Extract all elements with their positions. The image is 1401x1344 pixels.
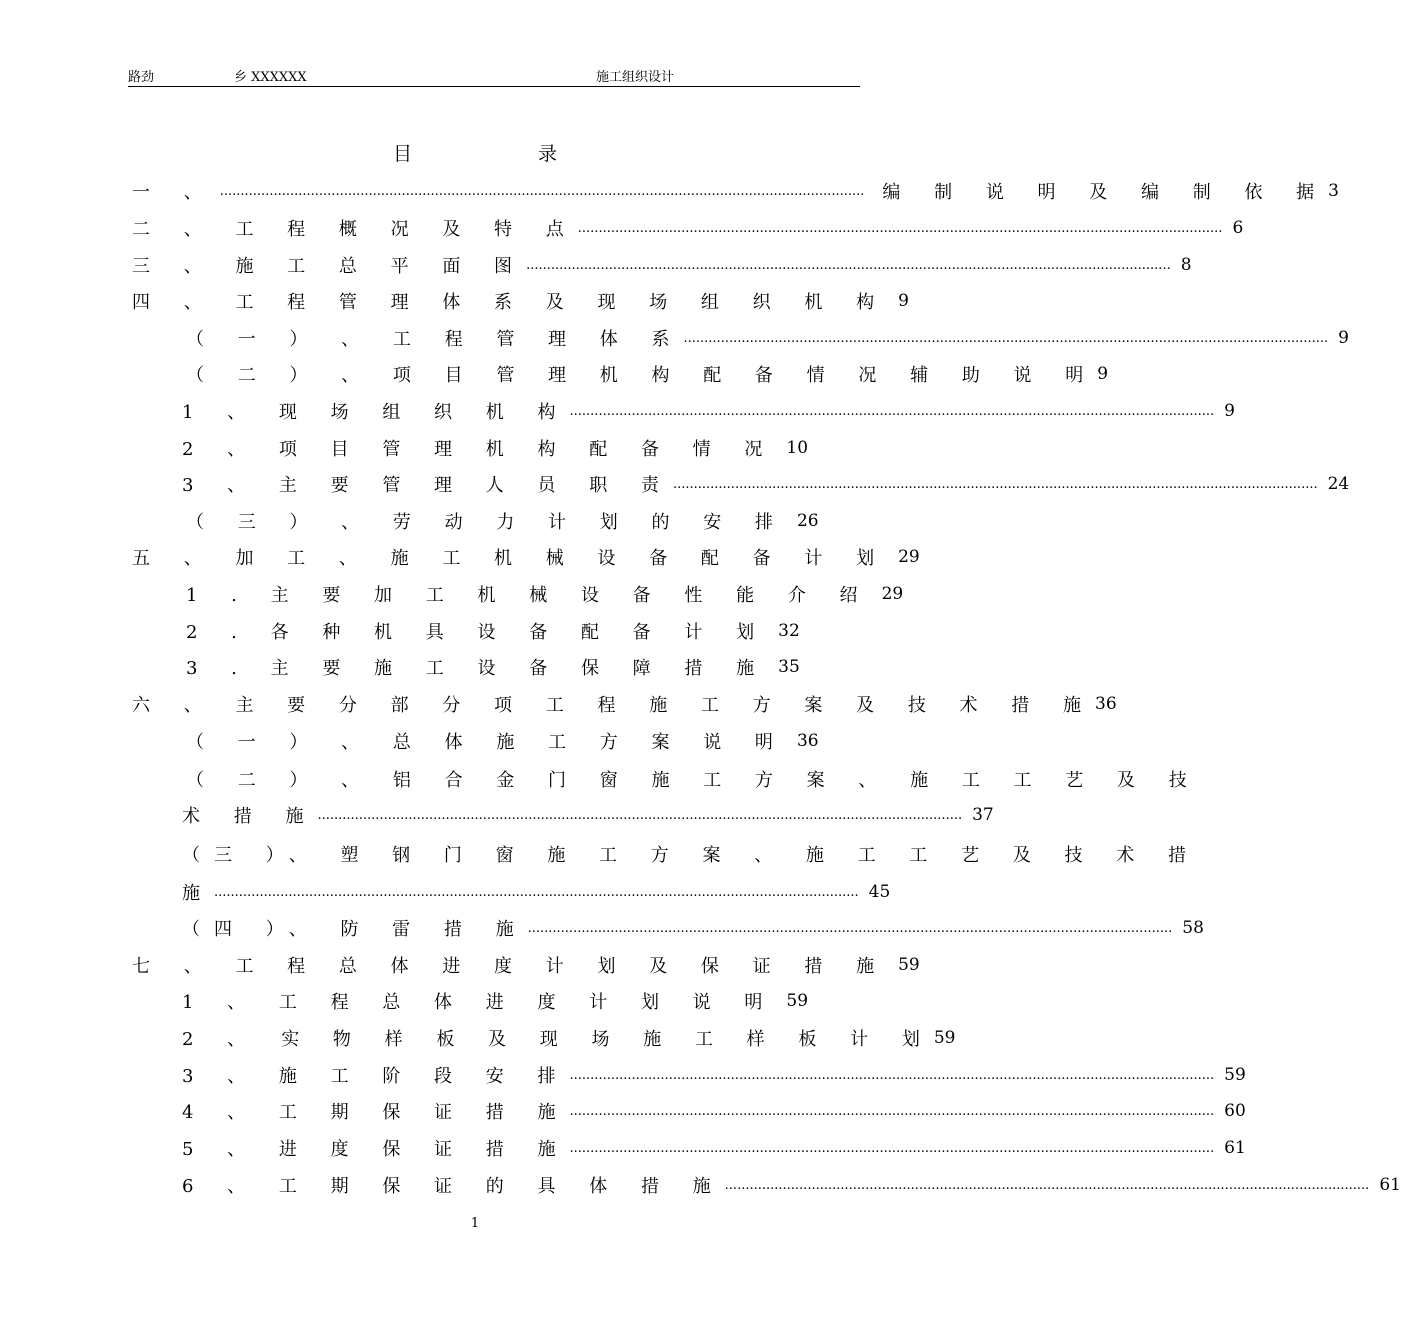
toc-entry-label: （四 ）、 防 雷 措 施	[182, 919, 528, 940]
toc-entry-label: （ 三 ） 、 劳 动 力 计 划 的 安 排	[186, 512, 787, 533]
toc-page-number: 32	[778, 621, 800, 641]
toc-entry-label: 6 、 工 期 保 证 的 具 体 措 施	[182, 1176, 725, 1197]
toc-entry[interactable]	[186, 616, 800, 646]
toc-leader-dots	[214, 885, 859, 900]
toc-page-number: 45	[868, 882, 891, 902]
toc-entry-label: 三 、 施 工 总 平 面 图	[132, 256, 527, 277]
header-left-2: 乡 XXXXXX	[234, 70, 307, 85]
toc-page-number: 3	[1328, 181, 1339, 201]
toc-entry[interactable]	[186, 652, 800, 682]
header-left-1: 路劲	[128, 70, 155, 85]
toc-page-number: 60	[1224, 1101, 1246, 1121]
toc-entry[interactable]	[182, 396, 1235, 426]
toc-leader-dots	[725, 1178, 1370, 1193]
toc-entry-label: 2 . 各 种 机 具 设 备 配 备 计 划	[186, 622, 769, 643]
toc-page-number: 59	[786, 991, 809, 1011]
toc-entry-label: 4 、 工 期 保 证 措 施	[182, 1102, 570, 1123]
toc-page-number: 59	[933, 1028, 956, 1048]
toc-page-number: 6	[1232, 218, 1244, 238]
toc-page-number: 59	[1224, 1065, 1246, 1085]
toc-entry[interactable]	[182, 1096, 1246, 1126]
toc-leader-dots	[673, 477, 1318, 492]
toc-leader-dots	[570, 1068, 1215, 1083]
toc-page-number: 29	[881, 584, 904, 604]
toc-entry-label: 3 . 主 要 施 工 设 备 保 障 措 施	[186, 658, 769, 679]
toc-leader-dots	[684, 331, 1329, 346]
toc-page-number: 9	[1338, 328, 1349, 348]
toc-leader-dots	[578, 221, 1223, 236]
toc-entry[interactable]	[182, 433, 809, 463]
toc-entry-label: 1 、 现 场 组 织 机 构	[182, 402, 570, 423]
toc-entry-label: （ 一 ） 、 总 体 施 工 方 案 说 明	[186, 732, 787, 753]
toc-entry[interactable]	[132, 286, 909, 316]
toc-page-number: 9	[898, 291, 909, 311]
toc-entry-label: 术 措 施	[182, 806, 318, 827]
toc-entry-label: 四 、 工 程 管 理 体 系 及 现 场 组 织 机 构	[132, 292, 889, 313]
toc-page-number: 10	[786, 438, 809, 458]
toc-entry[interactable]	[182, 1170, 1401, 1200]
toc-page-number: 61	[1379, 1175, 1401, 1195]
page-header	[128, 64, 860, 87]
toc-entry[interactable]	[186, 579, 904, 609]
toc-entry-label: （ 一 ） 、 工 程 管 理 体 系	[186, 329, 684, 350]
page-number: 1	[470, 1216, 480, 1231]
toc-page-number: 36	[1095, 694, 1117, 714]
toc-entry[interactable]	[182, 469, 1350, 499]
toc-page-number: 61	[1224, 1138, 1246, 1158]
toc-entry[interactable]	[182, 1060, 1246, 1090]
toc-leader-dots	[570, 1104, 1215, 1119]
toc-page-number: 59	[898, 955, 920, 975]
toc-entry-wrapped-line: （三 ）、 塑 钢 门 窗 施 工 方 案 、 施 工 工 艺 及 技 术 措	[182, 845, 1200, 866]
toc-entry-label: 1 、 工 程 总 体 进 度 计 划 说 明	[182, 992, 777, 1013]
toc-entry-label: 六 、 主 要 分 部 分 项 工 程 施 工 方 案 及 技 术 措 施	[132, 695, 1095, 716]
toc-page-number: 9	[1097, 364, 1109, 384]
toc-page-number: 9	[1224, 401, 1235, 421]
toc-entry-label: 2 、	[182, 1029, 260, 1050]
toc-entry-label: 3 、 施 工 阶 段 安 排	[182, 1066, 570, 1087]
toc-entry-label: （ 二 ） 、 项 目 管 理 机 构 配 备 情 况 辅 助 说 明	[186, 365, 1098, 386]
toc-entry[interactable]	[132, 213, 1244, 243]
toc-entry-label: 五 、 加 工 、 施 工 机 械 设 备 配 备 计 划	[132, 548, 889, 569]
toc-entry-label: 七 、 工 程 总 体 进 度 计 划 及 保 证 措 施	[132, 956, 889, 977]
toc-page-number: 24	[1327, 474, 1350, 494]
toc-entry-wrapped-line: （ 二 ） 、 铝 合 金 门 窗 施 工 方 案 、 施 工 工 艺 及 技	[186, 770, 1201, 791]
toc-entry-label: 3 、 主 要 管 理 人 员 职 责	[182, 475, 673, 496]
toc-entry[interactable]	[182, 800, 994, 830]
toc-entry[interactable]	[132, 542, 920, 572]
toc-entry-label: 5 、 进 度 保 证 措 施	[182, 1139, 570, 1160]
toc-entry[interactable]	[182, 1023, 956, 1053]
toc-entry-label: 1 . 主 要 加 工 机 械 设 备 性 能 介 绍	[186, 585, 872, 606]
toc-entry[interactable]	[132, 176, 1339, 206]
toc-entry-text: 编 制 说 明 及 编 制 依 据	[882, 182, 1329, 203]
toc-entry[interactable]	[186, 726, 819, 756]
toc-entry[interactable]	[186, 359, 1109, 389]
toc-leader-dots	[220, 184, 865, 199]
toc-leader-dots	[528, 921, 1173, 936]
toc-page-number: 35	[778, 657, 800, 677]
toc-leader-dots	[526, 258, 1171, 273]
toc-entry[interactable]	[182, 1133, 1246, 1163]
toc-page-number: 26	[796, 511, 819, 531]
toc-entry[interactable]	[132, 689, 1117, 719]
toc-leader-dots	[570, 1141, 1215, 1156]
toc-entry-label: 二 、 工 程 概 况 及 特 点	[132, 219, 578, 240]
toc-entry[interactable]	[182, 913, 1204, 943]
toc-entry[interactable]	[132, 950, 920, 980]
toc-page-number: 36	[796, 731, 819, 751]
toc-entry[interactable]	[182, 986, 809, 1016]
toc-leader-dots	[317, 808, 962, 823]
toc-entry-text: 实 物 样 板 及 现 场 施 工 样 板 计 划	[281, 1029, 934, 1050]
toc-title: 目 录	[392, 143, 618, 165]
toc-entry[interactable]	[186, 506, 819, 536]
toc-leader-dots	[570, 404, 1215, 419]
toc-page-number: 37	[972, 805, 994, 825]
toc-entry-label: 一 、	[132, 182, 216, 203]
toc-entry[interactable]	[132, 250, 1192, 280]
toc-entry[interactable]	[186, 323, 1349, 353]
toc-entry-label: 2 、 项 目 管 理 机 构 配 备 情 况	[182, 439, 777, 460]
toc-entry[interactable]	[182, 877, 891, 907]
toc-page-number: 8	[1180, 255, 1192, 275]
toc-page-number: 58	[1182, 918, 1204, 938]
toc-entry-label: 施	[182, 883, 214, 904]
toc-page-number: 29	[898, 547, 920, 567]
header-right: 施工组织设计	[596, 70, 675, 85]
